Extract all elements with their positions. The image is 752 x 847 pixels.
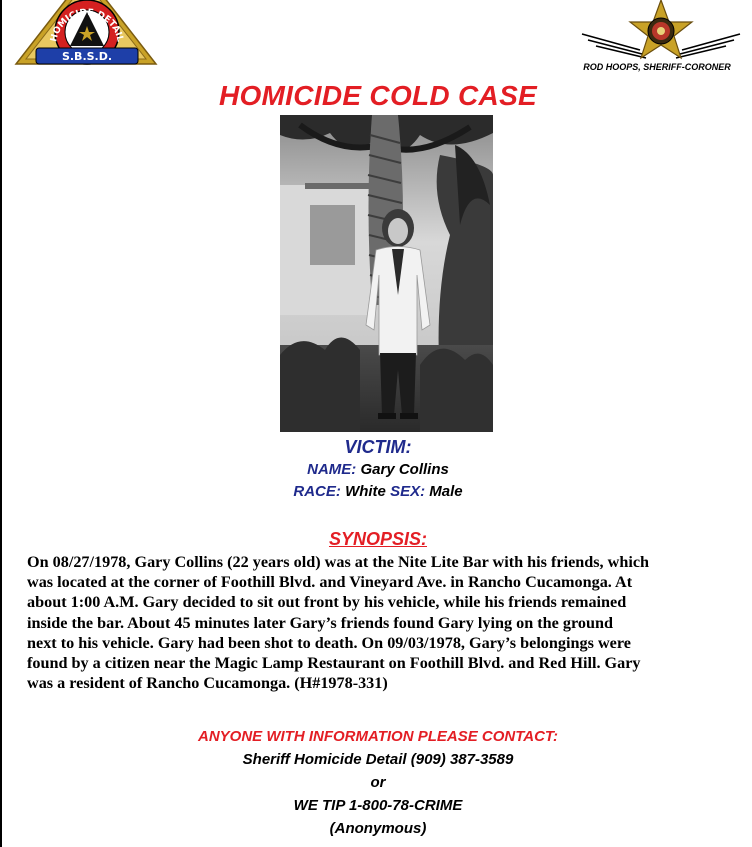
synopsis-line: next to his vehicle. Gary had been shot to death. On 09/03/1978, Gary’s belongings were [27, 633, 631, 652]
we-tip-phone: WE TIP 1-800-78-CRIME [293, 797, 463, 814]
svg-text:HOMICIDE DETAIL: HOMICIDE DETAIL [49, 7, 125, 43]
synopsis-body [27, 552, 747, 693]
name-value: Gary Collins [360, 461, 449, 478]
victim-race-sex-line [2, 483, 752, 500]
synopsis-line: On 08/27/1978, Gary Collins (22 years old) was at the Nite Lite Bar with his friends, which [27, 553, 650, 571]
victim-name-line [2, 461, 752, 478]
sheriff-caption: ROD HOOPS, SHERIFF-CORONER [583, 62, 731, 72]
page-title: HOMICIDE COLD CASE [218, 80, 538, 111]
anonymous-note: (Anonymous) [329, 820, 427, 837]
homicide-detail-logo [14, 0, 159, 72]
race-value: White [345, 483, 386, 500]
contact-heading: ANYONE WITH INFORMATION PLEASE CONTACT: [198, 728, 558, 745]
synopsis-heading: SYNOPSIS: [328, 529, 428, 549]
contact-or: or [370, 774, 386, 791]
victim-photo [280, 115, 493, 432]
sbsd-banner-text: S.B.S.D. [61, 50, 113, 63]
homicide-detail-phone: Sheriff Homicide Detail (909) 387-3589 [242, 751, 514, 768]
name-label: NAME: [307, 461, 357, 478]
sheriff-badge-logo [580, 0, 742, 62]
synopsis-line: about 1:00 A.M. Gary decided to sit out front by his vehicle, while his friends remained [27, 593, 627, 612]
race-label: RACE: [293, 483, 341, 500]
synopsis-line: was located at the corner of Foothill Blvd. and Vineyard Ave. in Rancho Cucamonga. At [27, 573, 633, 592]
synopsis-line: was a resident of Rancho Cucamonga. (H#1978-331) [27, 674, 388, 693]
sex-value: Male [429, 483, 463, 500]
victim-heading: VICTIM: [344, 437, 412, 457]
synopsis-line: found by a citizen near the Magic Lamp Restaurant on Foothill Blvd. and Red Hill. Gary [27, 654, 641, 673]
sex-label: SEX: [390, 483, 426, 500]
synopsis-line: inside the bar. About 45 minutes later Gary’s friends found Gary lying on the ground [27, 613, 613, 632]
